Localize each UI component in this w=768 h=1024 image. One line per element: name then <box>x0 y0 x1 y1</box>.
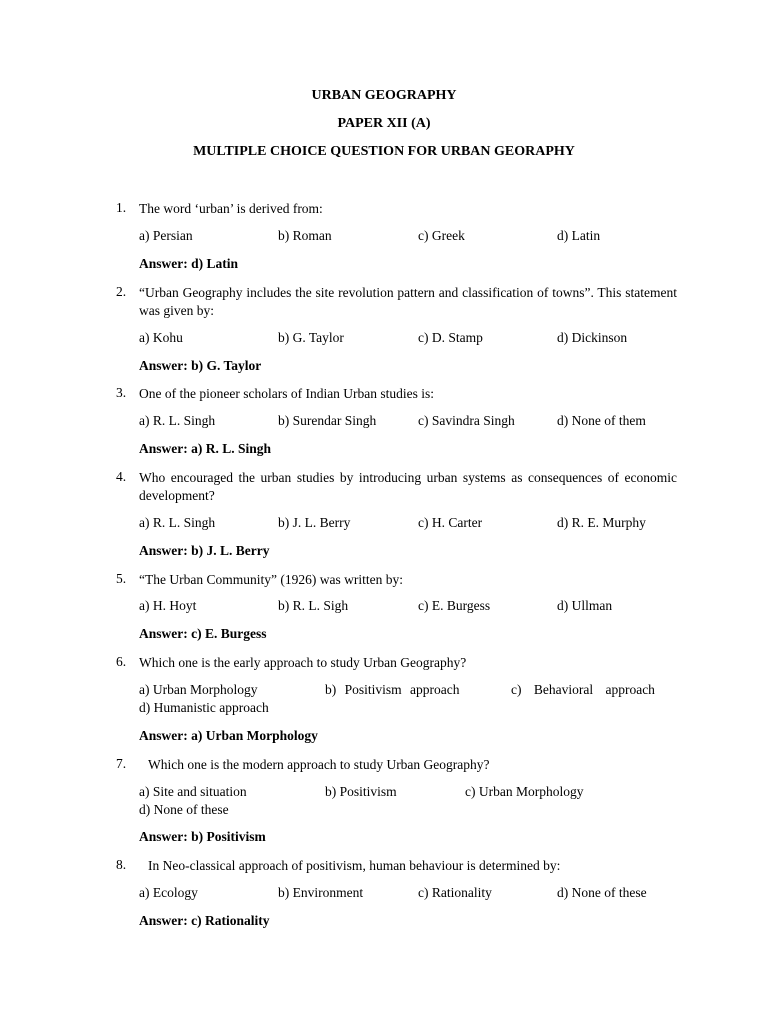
option-a: a) Site and situation <box>139 784 247 799</box>
option-b: b) J. L. Berry <box>278 515 351 530</box>
answer-line: Answer: d) Latin <box>139 256 239 271</box>
question-text: Which one is the modern approach to study Urban Geography? <box>148 757 490 772</box>
question-number: 7. <box>116 756 127 771</box>
option-a: a) Persian <box>139 228 193 243</box>
answer-line: Answer: a) R. L. Singh <box>139 441 272 456</box>
option-b: b) Surendar Singh <box>278 413 377 428</box>
option-a: a) Kohu <box>139 330 183 345</box>
option-c: c) Greek <box>418 228 465 243</box>
option-b: b) Positivism approach <box>325 682 460 697</box>
document-subtitle: MULTIPLE CHOICE QUESTION FOR URBAN GEORAPHY <box>193 144 575 159</box>
answer-line: Answer: b) Positivism <box>139 829 266 844</box>
option-d: d) R. E. Murphy <box>557 515 646 530</box>
option-c: c) Urban Morphology <box>465 784 584 799</box>
question-text: The word ‘urban’ is derived from: <box>139 201 323 216</box>
answer-line: Answer: a) Urban Morphology <box>139 728 318 743</box>
option-d: d) Dickinson <box>557 330 628 345</box>
question-number: 6. <box>116 654 127 669</box>
option-b: b) Positivism <box>325 784 397 799</box>
paper-number: PAPER XII (A) <box>337 116 431 131</box>
question-text: One of the pioneer scholars of Indian Urban studies is: <box>139 386 435 401</box>
option-a: a) R. L. Singh <box>139 515 216 530</box>
option-a: a) H. Hoyt <box>139 598 197 613</box>
option-c: c) E. Burgess <box>418 598 491 613</box>
question-number: 1. <box>116 200 127 215</box>
question-text: Who encouraged the urban studies by introducing urban systems as consequences of economic development? <box>139 470 677 503</box>
option-d: d) Humanistic approach <box>139 700 269 715</box>
option-b: b) Roman <box>278 228 332 243</box>
option-c: c) Rationality <box>418 885 492 900</box>
option-c: c) H. Carter <box>418 515 483 530</box>
answer-line: Answer: c) E. Burgess <box>139 626 267 641</box>
option-d: d) Ullman <box>557 598 613 613</box>
question-number: 3. <box>116 385 127 400</box>
question-number: 5. <box>116 571 127 586</box>
option-a: a) R. L. Singh <box>139 413 216 428</box>
question-number: 2. <box>116 284 127 299</box>
answer-line: Answer: c) Rationality <box>139 913 270 928</box>
option-b: b) G. Taylor <box>278 330 344 345</box>
question-text: Which one is the early approach to study Urban Geography? <box>139 655 467 670</box>
question-text: “Urban Geography includes the site revolution pattern and classification of towns”. This statement was given by: <box>139 285 677 318</box>
option-c: c) Savindra Singh <box>418 413 515 428</box>
option-d: d) Latin <box>557 228 601 243</box>
document-title: URBAN GEOGRAPHY <box>311 88 457 103</box>
option-b: b) Environment <box>278 885 364 900</box>
option-c: c) D. Stamp <box>418 330 483 345</box>
option-a: a) Ecology <box>139 885 198 900</box>
answer-line: Answer: b) G. Taylor <box>139 358 262 373</box>
question-number: 4. <box>116 469 127 484</box>
question-text: In Neo-classical approach of positivism, human behaviour is determined by: <box>148 858 561 873</box>
question-text: “The Urban Community” (1926) was written by: <box>139 572 403 587</box>
option-c: c) Behavioral approach <box>511 682 655 697</box>
answer-line: Answer: b) J. L. Berry <box>139 543 270 558</box>
option-b: b) R. L. Sigh <box>278 598 349 613</box>
option-d: d) None of them <box>557 413 646 428</box>
question-number: 8. <box>116 857 127 872</box>
option-d: d) None of these <box>557 885 647 900</box>
option-d: d) None of these <box>139 802 229 817</box>
option-a: a) Urban Morphology <box>139 682 258 697</box>
